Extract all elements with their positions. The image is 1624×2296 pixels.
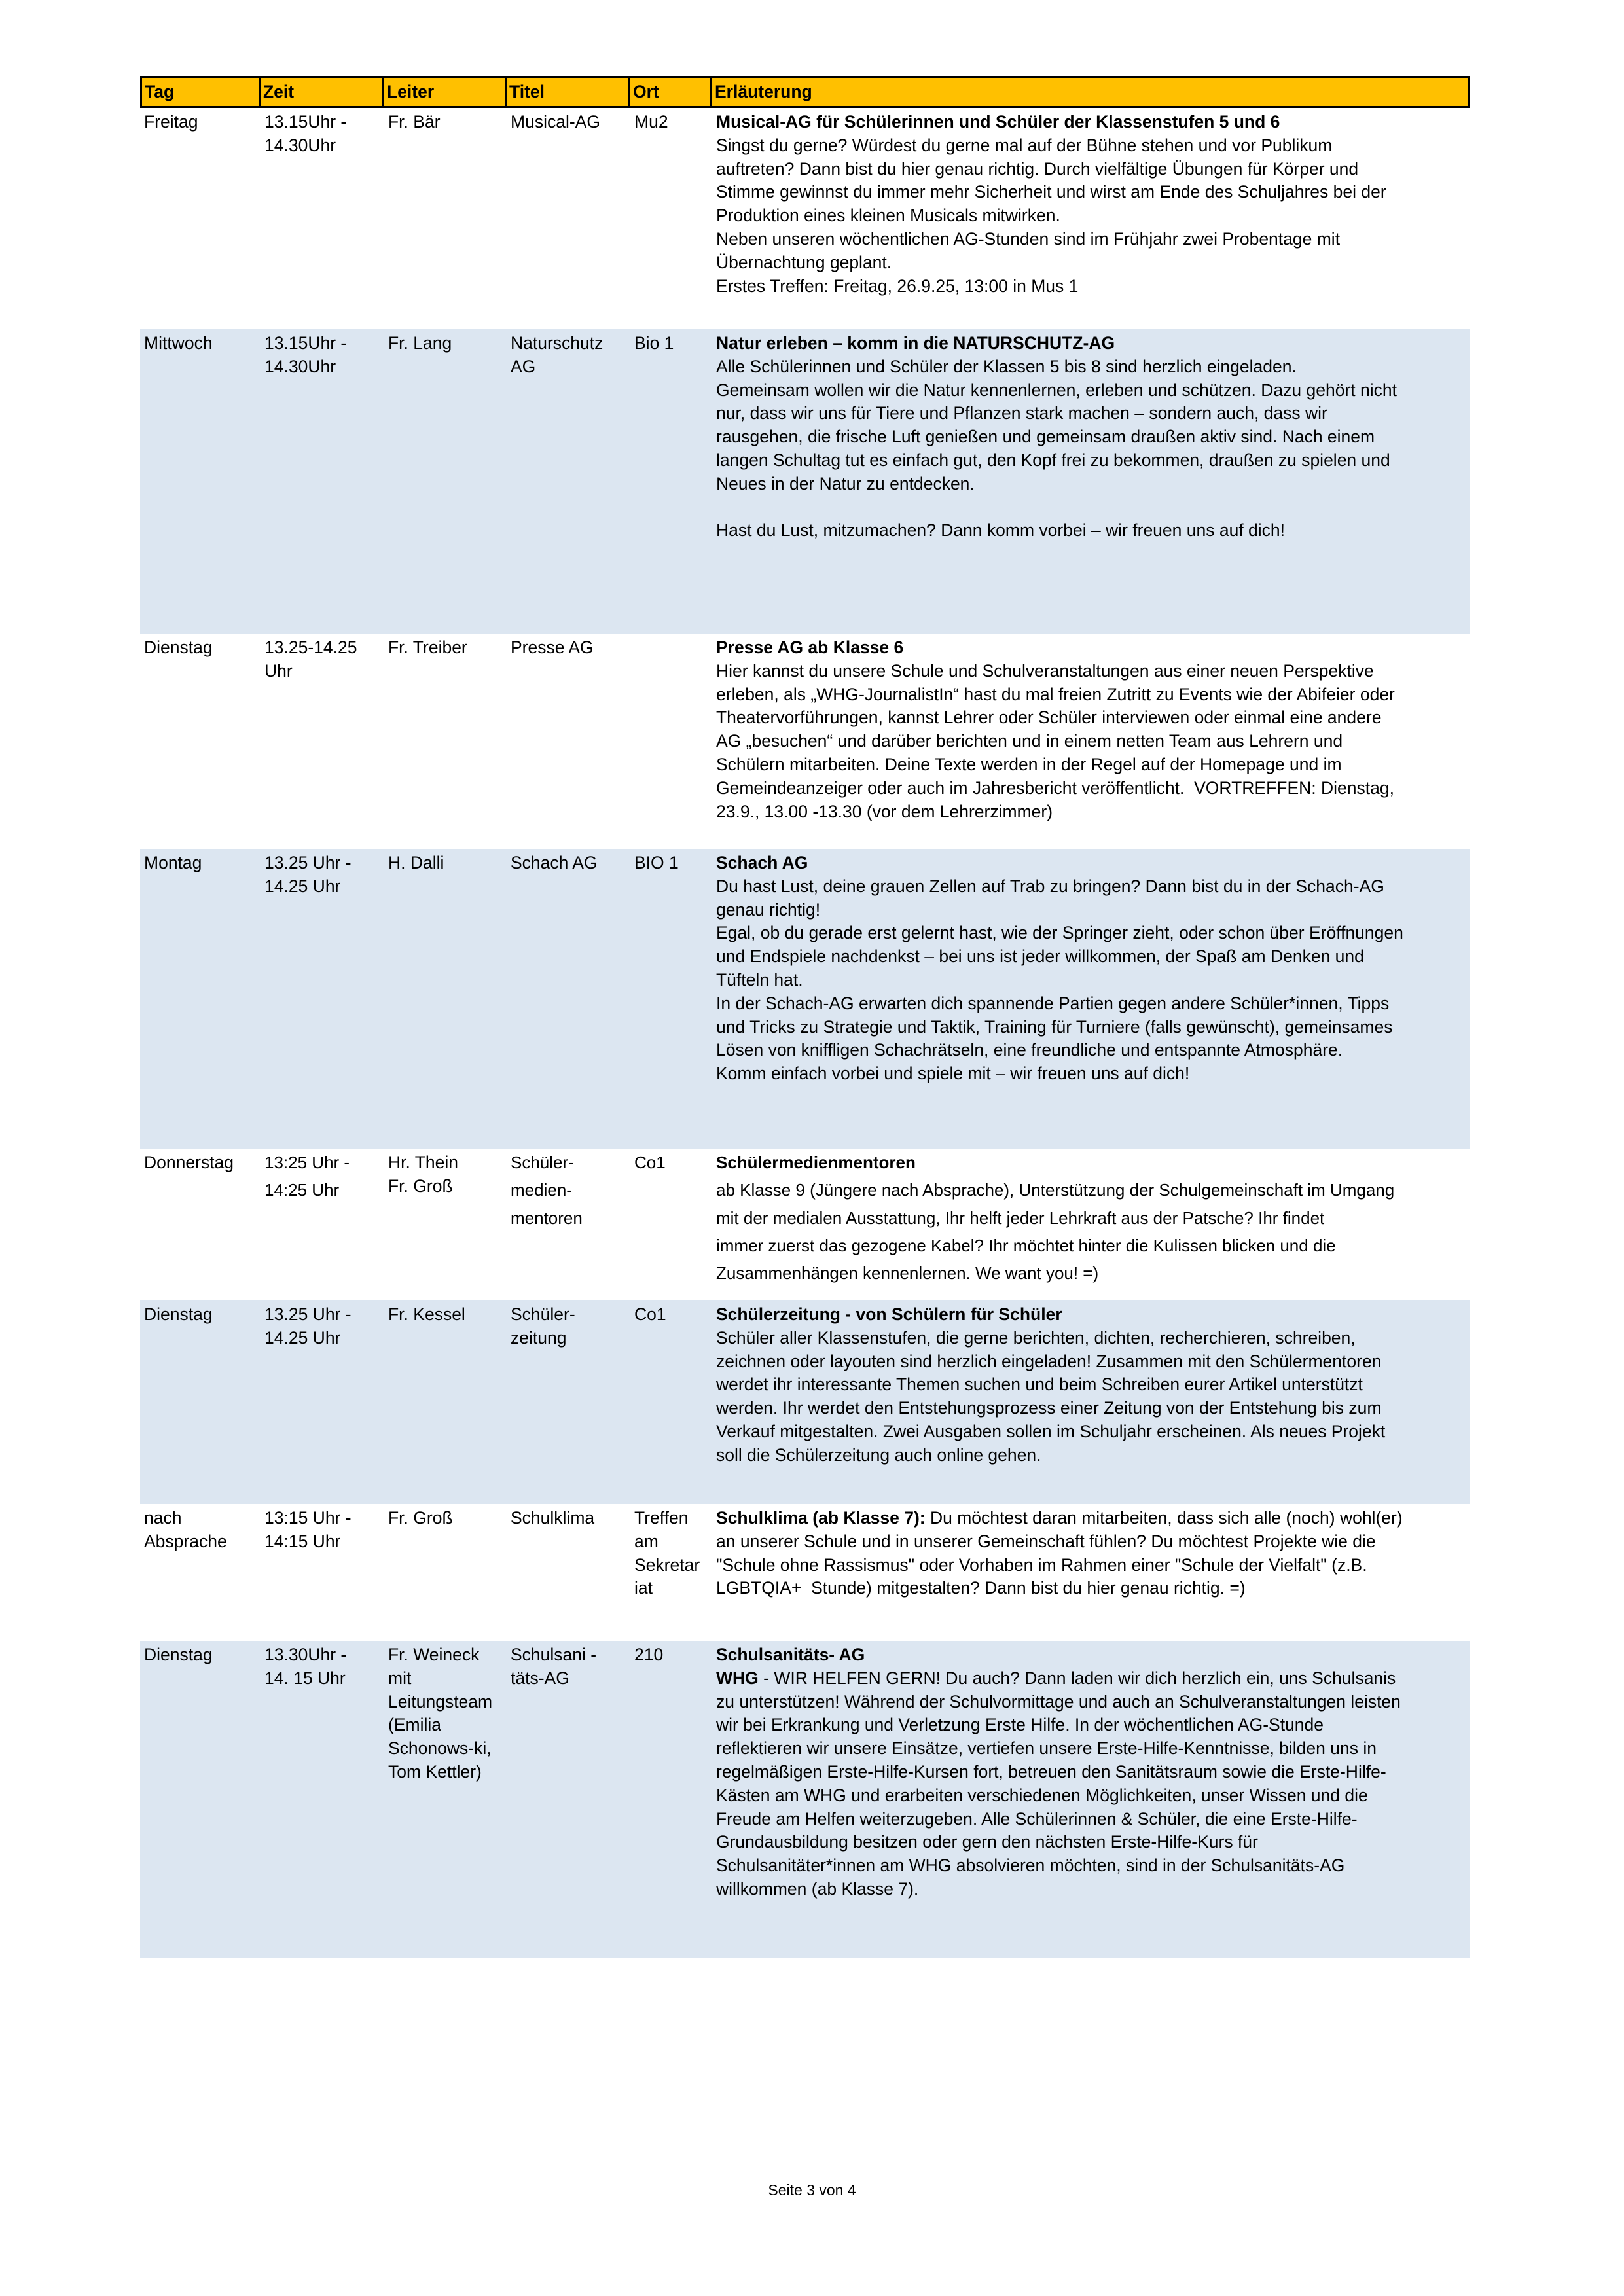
cell-line: Presse AG (511, 637, 594, 657)
cell-line: Freude am Helfen weiterzugeben. Alle Schülerinnen & Schüler, die eine Erste-Hilfe- (716, 1808, 1358, 1829)
cell-line: 13:25 Uhr - (264, 1153, 350, 1172)
cell-line: Hast du Lust, mitzumachen? Dann komm vorbei – wir freuen uns auf dich! (716, 520, 1286, 541)
cell-line: Kästen am WHG und erarbeiten verschiedenen Möglichkeiten, unser Wissen und die (716, 1785, 1368, 1805)
cell-line: zu unterstützen! Während der Schulvormittage und auch an Schulveranstaltungen leisten (716, 1691, 1401, 1712)
title-cell (507, 849, 630, 1149)
cell-line: mit der medialen Ausstattung, Ihr helft jeder Lehrkraft aus der Patsche? Ihr findet (716, 1208, 1325, 1228)
location-cell (630, 1300, 712, 1504)
cell-line: 14:15 Uhr (264, 1531, 341, 1551)
cell-line: Stimme gewinnst du immer mehr Sicherheit und wirst am Ende des Schuljahres bei der (716, 182, 1386, 202)
cell-line: Fr. Groß (388, 1175, 453, 1196)
text-run: Du möchtest daran mitarbeiten, dass sich alle (noch) wohl(er) (925, 1508, 1403, 1528)
day-cell (140, 634, 261, 849)
bold-text: Natur erleben – komm in die NATURSCHUTZ-AG (716, 333, 1115, 353)
cell-line: medien- (511, 1180, 572, 1200)
leader-cell (384, 1641, 507, 1958)
cell-line: H. Dalli (388, 853, 444, 872)
time-cell (261, 1149, 384, 1300)
cell-line: Schüler aller Klassenstufen, die gerne berichten, dichten, recherchieren, schreiben, (716, 1327, 1356, 1348)
cell-line: nur, dass wir uns für Tiere und Pflanzen stark machen – sondern auch, dass wir (716, 403, 1327, 423)
time-cell (261, 849, 384, 1149)
cell-line: Alle Schülerinnen und Schüler der Klassen 5 bis 8 sind herzlich eingeladen. (716, 356, 1297, 376)
cell-line: Hr. Thein (388, 1153, 459, 1172)
description-cell (712, 634, 1470, 849)
cell-line: auftreten? Dann bist du hier genau richtig. Durch vielfältige Übungen für Körper und (716, 158, 1359, 179)
description-heading (716, 636, 1467, 660)
cell-line: mentoren (511, 1208, 583, 1228)
cell-line (716, 496, 1467, 520)
cell-line: wir bei Erkrankung und Verletzung Erste Hilfe. In der wöchentlichen AG-Stunde (716, 1715, 1324, 1735)
cell-line: AG (511, 356, 536, 376)
cell-line: täts-AG (511, 1668, 569, 1688)
cell-line: Komm einfach vorbei und spiele mit – wir freuen uns auf dich! (716, 1064, 1190, 1084)
cell-line (716, 1667, 1467, 1691)
cell-line: Neben unseren wöchentlichen AG-Stunden sind im Frühjahr zwei Probentage mit (716, 228, 1341, 249)
cell-line: Zusammenhängen kennenlernen. We want you! =) (716, 1263, 1099, 1283)
cell-line: Mittwoch (144, 333, 213, 353)
leader-cell (384, 1504, 507, 1641)
day-cell (140, 1504, 261, 1641)
day-cell (140, 108, 261, 329)
cell-line: Gemeindeanzeiger oder auch im Jahresbericht veröffentlicht. VORTREFFEN: Dienstag, (716, 778, 1394, 798)
leader-cell (384, 108, 507, 329)
cell-line: mit (388, 1668, 412, 1688)
cell-line: Schonows-ki, (388, 1738, 492, 1759)
table-row (140, 849, 1470, 1149)
cell-line: Erstes Treffen: Freitag, 26.9.25, 13:00 in Mus 1 (716, 276, 1079, 296)
cell-line: genau richtig! (716, 899, 821, 920)
title-cell (507, 1504, 630, 1641)
cell-line: Schüler- (511, 1304, 575, 1324)
bold-text: Schulsanitäts- AG (716, 1645, 865, 1664)
time-cell (261, 1641, 384, 1958)
leader-cell (384, 329, 507, 634)
cell-line: 13.30Uhr - (264, 1645, 347, 1664)
day-cell (140, 1641, 261, 1958)
cell-line: Bio 1 (634, 333, 674, 353)
cell-line: am (634, 1531, 659, 1551)
cell-line: Schulsani - (511, 1645, 597, 1664)
day-cell (140, 849, 261, 1149)
cell-line: 210 (634, 1645, 664, 1664)
cell-line: LGBTQIA+ Stunde) mitgestalten? Dann bist du hier genau richtig. =) (716, 1578, 1246, 1598)
column-header-zeit: Zeit (261, 78, 384, 106)
cell-line: Donnerstag (144, 1153, 234, 1172)
time-cell (261, 1504, 384, 1641)
table-row (140, 1504, 1470, 1641)
cell-line: 23.9., 13.00 -13.30 (vor dem Lehrerzimmer) (716, 801, 1053, 821)
location-cell (630, 1504, 712, 1641)
cell-line: 13.25-14.25 (264, 637, 357, 657)
cell-line: werden. Ihr werdet den Entstehungsprozess einer Zeitung von der Entstehung bis zum (716, 1398, 1382, 1418)
bold-text: Schülermedienmentoren (716, 1153, 916, 1172)
cell-line: langen Schultag tut es einfach gut, den Kopf frei zu bekommen, draußen zu spielen und (716, 450, 1390, 470)
cell-line: Fr. Weineck (388, 1645, 480, 1664)
cell-line: 14. 15 Uhr (264, 1668, 346, 1688)
time-cell (261, 329, 384, 634)
description-heading (716, 332, 1467, 355)
location-cell (630, 1641, 712, 1958)
cell-line: Grundausbildung besitzen oder gern den nächsten Erste-Hilfe-Kurs für (716, 1832, 1258, 1852)
time-cell (261, 634, 384, 849)
cell-line: Schach AG (511, 853, 598, 872)
cell-line: Schulklima (511, 1508, 595, 1528)
cell-line: Co1 (634, 1304, 666, 1324)
cell-line: In der Schach-AG erwarten dich spannende Partien gegen andere Schüler*innen, Tipps (716, 993, 1390, 1013)
description-heading (716, 1507, 1467, 1530)
cell-line: 14.30Uhr (264, 135, 336, 155)
table-header (140, 76, 1470, 108)
cell-line: soll die Schülerzeitung auch online gehen. (716, 1444, 1041, 1465)
cell-line: 14.25 Uhr (264, 1327, 341, 1348)
cell-line: Singst du gerne? Würdest du gerne mal auf der Bühne stehen und vor Publikum (716, 135, 1333, 155)
title-cell (507, 1300, 630, 1504)
leader-cell (384, 849, 507, 1149)
cell-line: Lösen von kniffligen Schachrätseln, eine freundliche und entspannte Atmosphäre. (716, 1040, 1343, 1060)
bold-text: Musical-AG für Schülerinnen und Schüler der Klassenstufen 5 und 6 (716, 112, 1280, 132)
title-cell (507, 329, 630, 634)
cell-line: Egal, ob du gerade erst gelernt hast, wie der Springer zieht, oder schon über Eröffnungen (716, 923, 1403, 943)
leader-cell (384, 634, 507, 849)
cell-line: Montag (144, 853, 202, 872)
description-heading (716, 1643, 1467, 1667)
cell-line: Schülern mitarbeiten. Deine Texte werden in der Regel auf der Homepage und im (716, 754, 1342, 774)
location-cell (630, 108, 712, 329)
cell-line: Übernachtung geplant. (716, 252, 892, 272)
cell-line: Schulsanitäter*innen am WHG absolvieren möchten, sind in der Schulsanitäts-AG (716, 1856, 1345, 1876)
text-run: - WIR HELFEN GERN! Du auch? Dann laden wir dich herzlich ein, uns Schulsanis (758, 1668, 1396, 1688)
description-heading (716, 852, 1467, 875)
description-heading (716, 111, 1467, 134)
bold-text: Schülerzeitung - von Schülern für Schüler (716, 1304, 1062, 1324)
time-cell (261, 108, 384, 329)
day-cell (140, 329, 261, 634)
cell-line: Tüfteln hat. (716, 969, 803, 990)
cell-line: 13.25 Uhr - (264, 1304, 352, 1324)
description-cell (712, 1149, 1470, 1300)
table-row (140, 108, 1470, 329)
time-cell (261, 1300, 384, 1504)
description-cell (712, 1300, 1470, 1504)
location-cell (630, 329, 712, 634)
bold-text: Schach AG (716, 853, 808, 872)
table-row (140, 1641, 1470, 1958)
cell-line: Fr. Bär (388, 112, 441, 132)
cell-line: 13:15 Uhr - (264, 1508, 352, 1528)
cell-line: Hier kannst du unsere Schule und Schulveranstaltungen aus einer neuen Perspektive (716, 660, 1374, 681)
cell-line: BIO 1 (634, 853, 679, 872)
bold-text: Presse AG ab Klasse 6 (716, 637, 904, 657)
cell-line: rausgehen, die frische Luft genießen und gemeinsam draußen aktiv sind. Nach einem (716, 427, 1375, 447)
title-cell (507, 634, 630, 849)
cell-line: Co1 (634, 1153, 666, 1172)
table-row (140, 329, 1470, 634)
cell-line: Gemeinsam wollen wir die Natur kennenlernen, erleben und schützen. Dazu gehört nicht (716, 380, 1397, 400)
day-cell (140, 1149, 261, 1300)
column-header-text: Erläuterung (715, 82, 812, 101)
description-cell (712, 1641, 1470, 1958)
cell-line: Fr. Lang (388, 333, 452, 353)
leader-cell (384, 1149, 507, 1300)
cell-line: Dienstag (144, 1304, 213, 1324)
table-row (140, 1149, 1470, 1300)
cell-line: Fr. Treiber (388, 637, 467, 657)
cell-line: willkommen (ab Klasse 7). (716, 1878, 919, 1899)
cell-line: zeitung (511, 1327, 567, 1348)
cell-line: 13.15Uhr - (264, 333, 347, 353)
cell-line: Dienstag (144, 1645, 213, 1664)
title-cell (507, 1149, 630, 1300)
bold-text: Schulklima (ab Klasse 7): (716, 1508, 926, 1528)
cell-line: 14:25 Uhr (264, 1180, 340, 1200)
table-body (140, 108, 1470, 1958)
cell-line: 13.25 Uhr - (264, 853, 352, 872)
cell-line: zeichnen oder layouten sind herzlich eingeladen! Zusammen mit den Schülermentoren (716, 1351, 1382, 1371)
cell-line: Mu2 (634, 112, 668, 132)
cell-line: Verkauf mitgestalten. Zwei Ausgaben sollen im Schuljahr erscheinen. Als neues Projekt (716, 1421, 1386, 1441)
description-cell (712, 849, 1470, 1149)
cell-line: Musical-AG (511, 112, 600, 132)
cell-line: Produktion eines kleinen Musicals mitwirken. (716, 206, 1060, 226)
cell-line: AG „besuchen“ und darüber berichten und in einem netten Team aus Lehrern und (716, 731, 1343, 751)
cell-line: Fr. Kessel (388, 1304, 465, 1324)
cell-line: Uhr (264, 660, 293, 681)
page-number: Seite 3 von 4 (768, 2181, 856, 2198)
cell-line: Freitag (144, 112, 198, 132)
column-header-ort: Ort (630, 78, 712, 106)
location-cell (630, 849, 712, 1149)
column-header-titel: Titel (507, 78, 630, 106)
location-cell (630, 634, 712, 849)
cell-line: 13.15Uhr - (264, 112, 347, 132)
column-header-tag: Tag (142, 78, 261, 106)
cell-line: werdet ihr interessante Themen suchen und beim Schreiben eurer Artikel unterstützt (716, 1374, 1363, 1395)
cell-line: "Schule ohne Rassismus" oder Vorhaben im Rahmen einer "Schule der Vielfalt" (z.B. (716, 1554, 1367, 1575)
table-row (140, 634, 1470, 849)
cell-line: Theatervorführungen, kannst Lehrer oder Schüler interviewen oder einmal eine andere (716, 708, 1382, 728)
cell-line: Leitungsteam (388, 1691, 493, 1712)
cell-line: Dienstag (144, 637, 213, 657)
cell-line: erleben, als „WHG-JournalistIn“ hast du mal freien Zutritt zu Events wie der Abifeier oder (716, 684, 1395, 704)
cell-line: regelmäßigen Erste-Hilfe-Kursen fort, betreuen den Sanitätsraum sowie die Erste-Hilfe- (716, 1761, 1386, 1782)
cell-line: ab Klasse 9 (Jüngere nach Absprache), Unterstützung der Schulgemeinschaft im Umgang (716, 1180, 1395, 1200)
cell-line: an unserer Schule und in unserer Gemeinschaft fühlen? Du möchtest Projekte wie die (716, 1531, 1376, 1551)
location-cell (630, 1149, 712, 1300)
title-cell (507, 1641, 630, 1958)
cell-line: (Emilia (388, 1715, 441, 1735)
cell-line: immer zuerst das gezogene Kabel? Ihr möchtet hinter die Kulissen blicken und die (716, 1235, 1336, 1255)
cell-line: Du hast Lust, deine grauen Zellen auf Trab zu bringen? Dann bist du in der Schach-AG (716, 876, 1384, 896)
cell-line: 14.25 Uhr (264, 876, 341, 896)
leader-cell (384, 1300, 507, 1504)
cell-line: iat (634, 1578, 653, 1598)
cell-line: Neues in der Natur zu entdecken. (716, 473, 975, 493)
description-heading (716, 1149, 1467, 1176)
description-cell (712, 108, 1470, 329)
cell-line: reflektieren wir unsere Einsätze, vertiefen unsere Erste-Hilfe-Kenntnisse, bilden uns in (716, 1738, 1377, 1759)
description-cell (712, 1504, 1470, 1641)
cell-line: und Tricks zu Strategie und Taktik, Training für Turniere (falls gewünscht), gemeinsames (716, 1016, 1393, 1037)
day-cell (140, 1300, 261, 1504)
cell-line: Treffen (634, 1508, 689, 1528)
cell-line: Tom Kettler) (388, 1761, 482, 1782)
column-header-leiter: Leiter (384, 78, 507, 106)
ag-table (140, 76, 1470, 1958)
cell-line: Absprache (144, 1531, 227, 1551)
bold-text: WHG (716, 1668, 759, 1688)
cell-line: und Endspiele nachdenkst – bei uns ist jeder willkommen, der Spaß am Denken und (716, 946, 1364, 967)
cell-line: Fr. Groß (388, 1508, 453, 1528)
cell-line: Naturschutz (511, 333, 604, 353)
table-row (140, 1300, 1470, 1504)
cell-line: nach (144, 1508, 182, 1528)
cell-line: Sekretar (634, 1554, 700, 1575)
description-heading (716, 1303, 1467, 1327)
title-cell (507, 108, 630, 329)
description-cell (712, 329, 1470, 634)
cell-line: 14.30Uhr (264, 356, 336, 376)
cell-line: Schüler- (511, 1153, 574, 1172)
